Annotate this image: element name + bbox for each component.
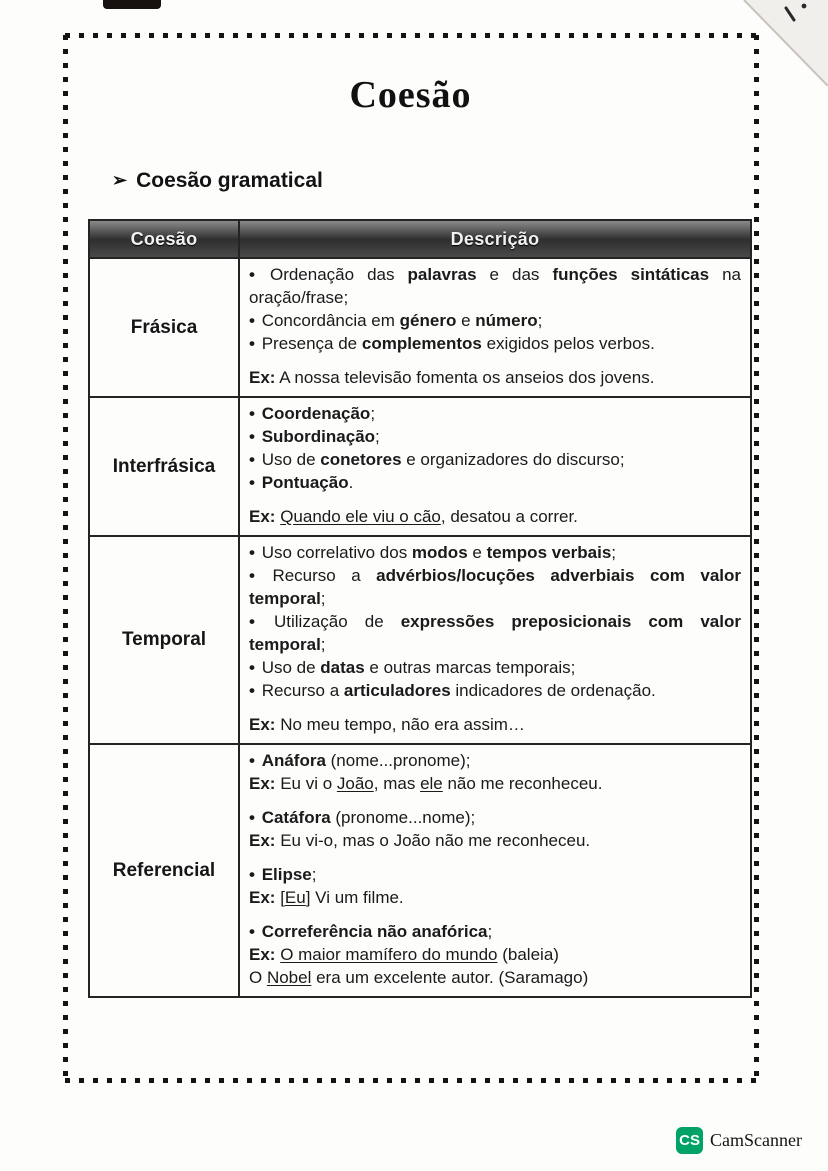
text-segment: Coordenação bbox=[261, 404, 371, 423]
bullet-icon: • bbox=[249, 865, 260, 884]
cohesion-type-cell bbox=[89, 536, 239, 744]
table-row bbox=[89, 397, 751, 536]
text-segment: Recurso a bbox=[261, 681, 344, 700]
text-segment: Ex: bbox=[249, 945, 276, 964]
text-segment: complementos bbox=[361, 334, 482, 353]
text-segment: ] Vi um filme. bbox=[305, 888, 404, 907]
description-line bbox=[249, 402, 741, 425]
page-title: Coesão bbox=[349, 74, 472, 116]
bullet-icon: • bbox=[249, 404, 260, 423]
bullet-icon: • bbox=[249, 566, 271, 585]
text-segment: tempos verbais bbox=[486, 543, 612, 562]
description-line bbox=[249, 772, 741, 795]
bullet-icon: • bbox=[249, 265, 268, 284]
text-segment: Ex: bbox=[249, 831, 276, 850]
text-segment: , desatou a correr. bbox=[440, 507, 578, 526]
cohesion-type-label: Frásica bbox=[130, 316, 198, 338]
table-row bbox=[89, 744, 751, 997]
text-segment: Ordenação das bbox=[269, 265, 408, 284]
column-header-coesao: Coesão bbox=[89, 220, 239, 258]
text-segment: João bbox=[336, 774, 374, 793]
text-segment: (nome...pronome); bbox=[325, 751, 471, 770]
text-segment: era um excelente autor. (Saramago) bbox=[311, 968, 589, 987]
table-row bbox=[89, 536, 751, 744]
text-segment: Correferência não anafórica bbox=[261, 922, 488, 941]
text-segment: Pontuação bbox=[261, 473, 349, 492]
text-segment: ; bbox=[375, 427, 380, 446]
description-line bbox=[249, 332, 741, 355]
text-segment: Quando ele viu o cão bbox=[280, 507, 441, 526]
text-segment: exigidos pelos verbos. bbox=[481, 334, 655, 353]
text-segment: funções sintáticas bbox=[552, 265, 710, 284]
text-segment: , mas bbox=[373, 774, 421, 793]
description-line bbox=[249, 610, 741, 656]
scan-artifact-smudge bbox=[103, 0, 161, 9]
text-segment: Utilização de bbox=[274, 612, 401, 631]
description-cell bbox=[239, 258, 751, 397]
table-header-row bbox=[89, 220, 751, 258]
cohesion-type-label: Interfrásica bbox=[112, 455, 216, 477]
description-line bbox=[249, 943, 741, 966]
text-segment: Uso de bbox=[261, 450, 321, 469]
text-segment: Anáfora bbox=[261, 751, 326, 770]
section-heading bbox=[112, 169, 733, 193]
text-segment: O maior mamífero do mundo bbox=[280, 945, 498, 964]
text-segment: ; bbox=[320, 589, 326, 608]
cohesion-type-label: Referencial bbox=[112, 859, 216, 881]
description-line bbox=[249, 749, 741, 772]
description-line bbox=[249, 679, 741, 702]
camscanner-label: CamScanner bbox=[710, 1130, 802, 1150]
table-row bbox=[89, 258, 751, 397]
cohesion-type-cell bbox=[89, 397, 239, 536]
text-segment: articuladores bbox=[343, 681, 451, 700]
text-segment: e bbox=[456, 311, 476, 330]
text-segment: Eu vi-o, mas o João não me reconheceu. bbox=[275, 831, 591, 850]
text-segment: Ex: bbox=[249, 715, 276, 734]
blank-line bbox=[249, 852, 741, 863]
description-line bbox=[249, 425, 741, 448]
text-segment: A nossa televisão fomenta os anseios dos jovens. bbox=[275, 368, 655, 387]
text-segment: Subordinação bbox=[261, 427, 376, 446]
text-segment: No meu tempo, não era assim… bbox=[275, 715, 525, 734]
text-segment: Ex: bbox=[249, 507, 276, 526]
text-segment: ; bbox=[370, 404, 376, 423]
description-line bbox=[249, 564, 741, 610]
bullet-icon: • bbox=[249, 612, 272, 631]
description-line bbox=[249, 829, 741, 852]
text-segment: ; bbox=[320, 635, 326, 654]
text-segment: datas bbox=[320, 658, 365, 677]
text-segment: Nobel bbox=[266, 968, 312, 987]
text-segment: número bbox=[475, 311, 538, 330]
text-segment: advérbios/locuções adverbiais com valor temporal bbox=[249, 566, 742, 608]
bullet-icon: • bbox=[249, 427, 260, 446]
section-heading-label: Coesão gramatical bbox=[136, 169, 323, 192]
bullet-icon: • bbox=[249, 450, 260, 469]
bullet-icon: • bbox=[249, 311, 260, 330]
description-line bbox=[249, 966, 741, 989]
text-segment: modos bbox=[411, 543, 468, 562]
blank-line bbox=[249, 795, 741, 806]
cohesion-type-cell bbox=[89, 258, 239, 397]
text-segment: ; bbox=[487, 922, 493, 941]
table-body bbox=[89, 258, 751, 997]
text-segment: O bbox=[249, 968, 267, 987]
text-segment: género bbox=[399, 311, 457, 330]
text-segment: e das bbox=[476, 265, 553, 284]
text-segment: Recurso a bbox=[272, 566, 377, 585]
bullet-icon: • bbox=[249, 808, 260, 827]
text-segment: ele bbox=[420, 774, 443, 793]
text-segment: Ex: bbox=[249, 888, 276, 907]
bullet-icon: • bbox=[249, 681, 260, 700]
description-line bbox=[249, 863, 741, 886]
text-segment: palavras bbox=[407, 265, 477, 284]
text-segment: [ bbox=[275, 888, 285, 907]
text-segment: (baleia) bbox=[497, 945, 559, 964]
description-line bbox=[249, 656, 741, 679]
camscanner-watermark bbox=[676, 1127, 802, 1154]
arrow-bullet-icon: ➢ bbox=[112, 170, 128, 190]
text-segment: não me reconheceu. bbox=[442, 774, 603, 793]
cohesion-table bbox=[88, 219, 752, 998]
camscanner-logo-icon: CS bbox=[676, 1127, 703, 1154]
description-cell bbox=[239, 397, 751, 536]
cohesion-type-cell bbox=[89, 744, 239, 997]
description-line bbox=[249, 886, 741, 909]
description-line bbox=[249, 505, 741, 528]
description-line bbox=[249, 541, 741, 564]
description-line bbox=[249, 263, 741, 309]
description-cell bbox=[239, 536, 751, 744]
blank-line bbox=[249, 494, 741, 505]
description-cell bbox=[239, 744, 751, 997]
text-segment: ; bbox=[611, 543, 617, 562]
description-line bbox=[249, 920, 741, 943]
text-segment: Eu bbox=[284, 888, 306, 907]
blank-line bbox=[249, 909, 741, 920]
text-segment: e outras marcas temporais; bbox=[364, 658, 576, 677]
text-segment: Ex: bbox=[249, 774, 276, 793]
bullet-icon: • bbox=[249, 658, 260, 677]
blank-line bbox=[249, 355, 741, 366]
text-segment: expressões preposicionais com valor temporal bbox=[249, 612, 741, 654]
description-line bbox=[249, 309, 741, 332]
text-segment: Catáfora bbox=[261, 808, 331, 827]
description-line bbox=[249, 806, 741, 829]
text-segment: Presença de bbox=[261, 334, 362, 353]
text-segment: na oração/frase; bbox=[249, 265, 741, 307]
bullet-icon: • bbox=[249, 922, 260, 941]
bullet-icon: • bbox=[249, 473, 260, 492]
blank-line bbox=[249, 702, 741, 713]
description-line bbox=[249, 366, 741, 389]
text-segment: e organizadores do discurso; bbox=[401, 450, 625, 469]
column-header-descricao: Descrição bbox=[239, 220, 751, 258]
cohesion-type-label: Temporal bbox=[121, 629, 207, 650]
text-segment: Elipse bbox=[261, 865, 312, 884]
text-segment: . bbox=[348, 473, 354, 492]
text-segment: Uso correlativo dos bbox=[261, 543, 412, 562]
text-segment: ; bbox=[311, 865, 317, 884]
text-segment: conetores bbox=[320, 450, 402, 469]
text-segment: (pronome...nome); bbox=[330, 808, 476, 827]
document-dotted-border bbox=[63, 33, 759, 1083]
text-segment: ; bbox=[537, 311, 543, 330]
text-segment: indicadores de ordenação. bbox=[450, 681, 656, 700]
description-line bbox=[249, 471, 741, 494]
description-line bbox=[249, 713, 741, 736]
document-content bbox=[63, 33, 759, 1083]
text-segment: Ex: bbox=[249, 368, 276, 387]
bullet-icon: • bbox=[249, 751, 260, 770]
bullet-icon: • bbox=[249, 334, 260, 353]
description-line bbox=[249, 448, 741, 471]
text-segment: Uso de bbox=[261, 658, 321, 677]
bullet-icon: • bbox=[249, 543, 260, 562]
text-segment: Eu vi o bbox=[275, 774, 337, 793]
text-segment: Concordância em bbox=[261, 311, 400, 330]
text-segment: e bbox=[467, 543, 487, 562]
